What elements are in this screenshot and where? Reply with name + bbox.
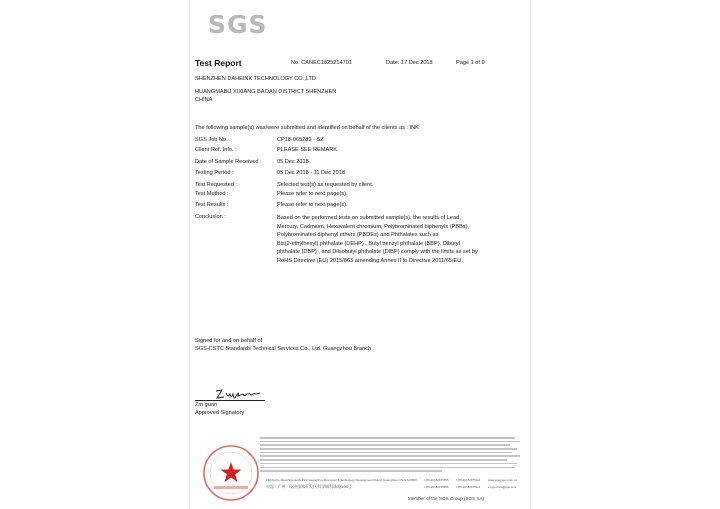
signed-line2: SGS-CSTC Standards Technical Services Co., Ltd. Guangzhou Branch [195,346,372,352]
page-number: Page 1 of 9 [456,60,485,66]
field-label: Testing Period : [195,170,234,176]
report-number: No. CANEC1825214701 [291,60,352,66]
signature-image [214,387,262,401]
company-seal [202,444,260,502]
field-label: Date of Sample Received : [195,159,262,165]
footer-website: www.sgsgroup.com.cn [488,478,517,482]
field-value: Please refer to next page(s). [277,191,348,197]
fine-print-block [260,437,520,474]
client-name: SHENZHEN DAHEINK TECHNOLOGY CO.,LTD [195,76,316,82]
conclusion-text [277,214,489,266]
footer-address-cn: 中国 · 广州 · 经济技术开发区科学城科珠路198号 [266,484,352,489]
footer-fax1: f (86-20) 82075113 [456,478,481,482]
signer-title: Approved Signatory [195,410,245,416]
field-value: CP18-065289 - SZ [277,137,324,143]
field-label: Test Requested : [195,182,237,188]
conclusion-line: phthalate (DBP) , and Diisobutyl phthalate (DIBP) comply with the limits as set by [277,249,478,256]
footer-fax2: f (86-20) 82075113 [456,485,481,489]
conclusion-line: Bis(2-ethylhexyl) phthalate (DEHP) , Butyl benzyl phthalate (BBP), Dibutyl [277,240,460,247]
conclusion-line: Mercury, Cadmium, Hexavalent chromium, Polybrominated biphenyls (PBBs), [277,223,470,230]
field-value: 05 Dec 2018 - 11 Dec 2018 [277,170,345,176]
client-address-line1: HUANGMABU XIXIANG BAOAN DISTRICT SHENZHEN [195,89,337,95]
field-label: Test Method : [195,191,229,197]
report-date: Date: 17 Dec 2018 [386,60,433,66]
sgs-logo: SGS [208,10,268,39]
report-page [190,0,530,509]
footer-tel2: t (86-20) 82155555 [424,485,449,489]
signature-line [195,400,265,401]
signer-name: Zm guan [195,402,218,408]
field-value: Selected test(s) as requested by client. [277,182,374,188]
report-title: Test Report [195,58,242,68]
footer-email: e sgs.china@sgs.com [488,485,517,489]
conclusion-line: Polybrominated diphenyl ethers (PBDEs) and Phthalates such as [277,232,439,239]
field-label: SGS Job No. : [195,137,231,143]
field-value: PLEASE SEE REMARK [277,147,337,153]
footer-address: 198 Kezhu Road,Scientech Park Guangzhou Economic & Technology Development District,Guangzhou,China 510663 [266,478,417,482]
intro-text: The following sample(s) was/were submitted and identified on behalf of the clients as : INK [195,125,419,131]
client-address-line2: CHINA [195,97,213,103]
field-value: Please refer to next page(s). [277,202,348,208]
field-value: 05 Dec 2018 [277,159,309,165]
field-label: Test Results : [195,202,229,208]
field-label: Client Ref. Info. : [195,147,237,153]
conclusion-label: Conclusion : [195,214,226,220]
footer-tel1: t (86-20) 82155555 [424,478,449,482]
signed-line1: Signed for and on behalf of [195,338,263,344]
conclusion-line: RoHS Directive (EU) 2015/863 amending Annex II to Directive 2011/65/EU. [277,257,463,264]
conclusion-line: Based on the performed tests on submitted sample(s), the results of Lead, [277,215,461,221]
sgs-group-member: Member of the SGS Group (SGS SA) [408,496,485,501]
